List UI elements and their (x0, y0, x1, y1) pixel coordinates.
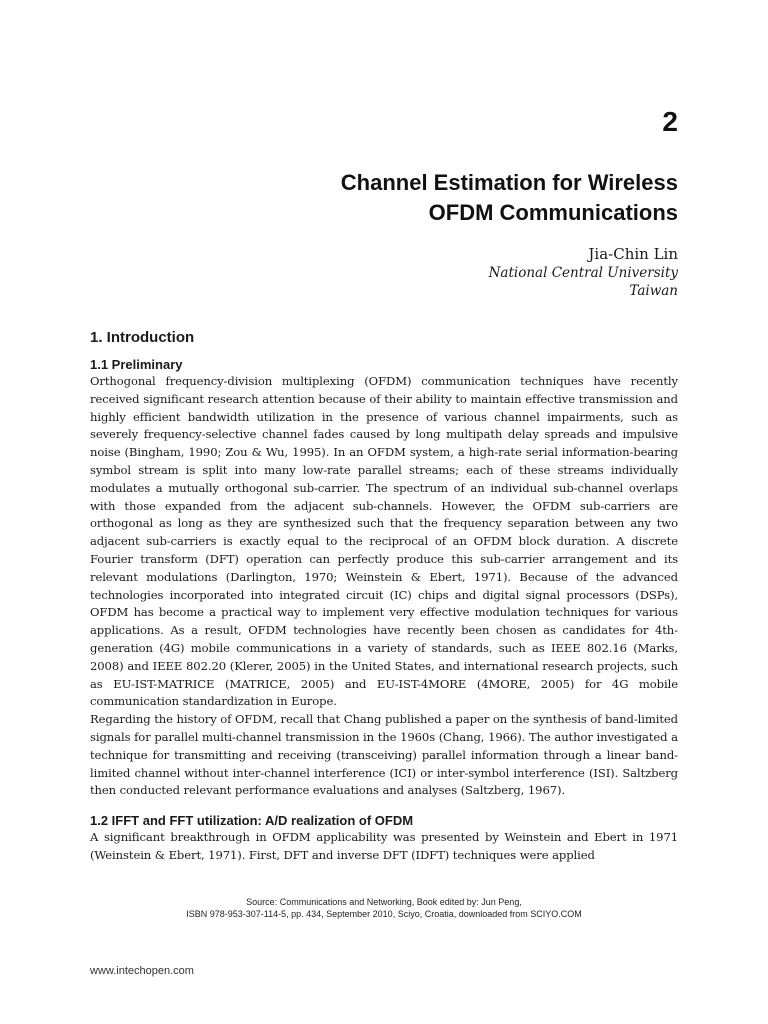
subsection-heading-preliminary: 1.1 Preliminary (90, 357, 183, 372)
chapter-title-line-1: Channel Estimation for Wireless (340, 170, 678, 195)
author-name: Jia-Chin Lin (588, 245, 678, 263)
chapter-number: 2 (662, 106, 678, 137)
footer-url-link[interactable]: www.intechopen.com (90, 965, 194, 977)
paragraph-ifft-fft-1: A significant breakthrough in OFDM applicability was presented by Weinstein and Ebert in 1971 (Weinstein & Ebert, 1971). First, DFT and inverse DFT (IDFT) techniques were applied (90, 830, 678, 862)
author-block (278, 244, 678, 300)
author-country: Taiwan (629, 283, 678, 299)
author-affiliation: National Central University (488, 265, 678, 281)
chapter-title (158, 168, 678, 228)
section-heading-introduction: 1. Introduction (90, 329, 195, 346)
source-line-2: ISBN 978-953-307-114-5, pp. 434, September 2010, Sciyo, Croatia, downloaded from SCIYO.COM (186, 909, 582, 919)
paragraph-preliminary-1: Orthogonal frequency-division multiplexing (OFDM) communication techniques have recently received significant research attention because of their ability to maintain effective transmission and highly efficient bandwidth utilization in the presence of various channel impairments, such as severely frequency-selective channel fades caused by long multipath delay spreads and impulsive noise (Bingham, 1990; Zou & Wu, 1995). In an OFDM system, a high-rate serial information-bearing symbol stream is split into many low-rate parallel streams; each of these streams individually modulates a mutually orthogonal sub-carrier. The spectrum of an individual sub-channel overlaps with those expanded from the adjacent sub-channels. However, the OFDM sub-carriers are orthogonal as long as they are synthesized such that the frequency separation between any two adjacent sub-carriers is exactly equal to the reciprocal of an OFDM block duration. A discrete Fourier transform (DFT) operation can perfectly produce this sub-carrier arrangement and its relevant modulations (Darlington, 1970; Weinstein & Ebert, 1971). Because of the advanced technologies incorporated into integrated circuit (IC) chips and digital signal processors (DSPs), OFDM has become a practical way to implement very effective modulation techniques for various applications. As a result, OFDM technologies have recently been chosen as candidates for 4th-generation (4G) mobile communications in a variety of standards, such as IEEE 802.16 (Marks, 2008) and IEEE 802.20 (Klerer, 2005) in the United States, and international research projects, such as EU-IST-MATRICE (MATRICE, 2005) and EU-IST-4MORE (4MORE, 2005) for 4G mobile communication standardization in Europe. (90, 374, 678, 709)
source-citation (90, 896, 678, 920)
chapter-title-line-2: OFDM Communications (428, 200, 678, 225)
source-line-1: Source: Communications and Networking, Book edited by: Jun Peng, (246, 897, 522, 907)
paragraph-preliminary-2: Regarding the history of OFDM, recall that Chang published a paper on the synthesis of band-limited signals for parallel multi-channel transmission in the 1960s (Chang, 1966). The author investigated a technique for transmitting and receiving (transceiving) parallel information through a linear band-limited channel without inter-channel interference (ICI) or inter-symbol interference (ISI). Saltzberg then conducted relevant performance evaluations and analyses (Saltzberg, 1967). (90, 712, 678, 798)
main-content (90, 328, 678, 865)
subsection-heading-ifft-fft: 1.2 IFFT and FFT utilization: A/D realization of OFDM (90, 813, 414, 829)
